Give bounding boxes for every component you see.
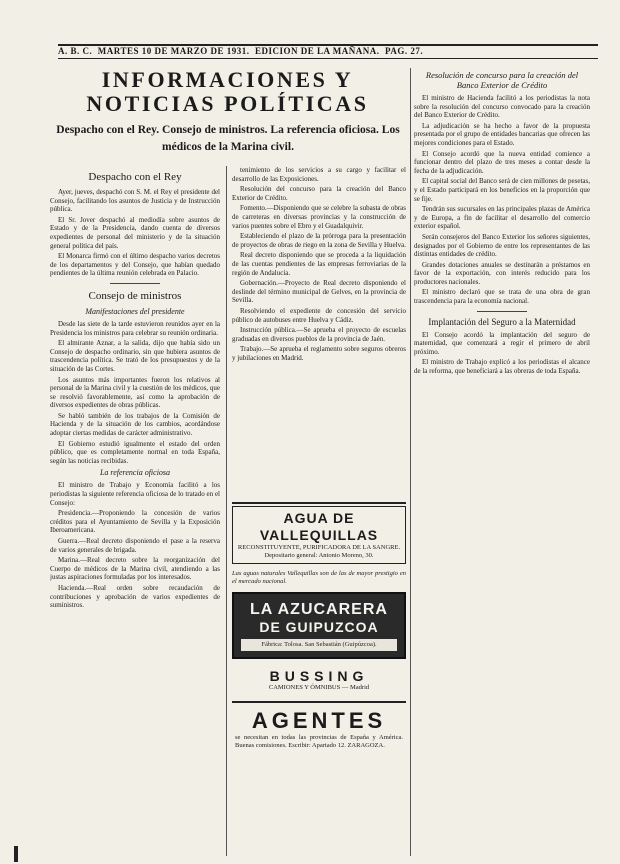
ad-text: se necesitan en todas las provincias de España y América. Buenas comisiones. Escribir: Apartado 12. ZARAGOZA. [235,734,403,749]
ad-azucarera [232,592,406,659]
divider [110,283,160,284]
ad-title: BUSSING [269,668,369,684]
paragraph: El Consejo acordó que la nueva entidad comience a funcionar dentro del plazo de tres meses a contar desde la fecha de la adjudicación. [414,149,590,175]
paragraph: Presidencia.—Proponiendo la concesión de varios créditos para el Ayuntamiento de Sevilla y la Exposición Iberoamericana. [50,509,220,535]
paragraph: Resolución del concurso para la creación del Banco Exterior de Crédito. [232,185,406,202]
masthead-page: PAG. 27. [384,46,424,56]
paragraph: Gobernación.—Proyecto de Real decreto disponiendo el deslinde del término municipal de Gelves, en la provincia de Sevilla. [232,279,406,305]
ad-note: Las aguas naturales Vallequillas son de las de mayor prestigio en el mercado nacional. [232,570,406,585]
paragraph: Desde las siete de la tarde estuvieron reunidos ayer en la Presidencia los ministros para celebrar su reunión ordinaria. [50,319,220,337]
ad-title: AGUA DE VALLEQUILLAS [259,510,379,543]
advertisements [232,500,406,856]
column-1 [50,166,220,856]
column-divider [410,68,411,856]
paragraph: Resolviendo el expediente de concesión del servicio público de autobuses entre Huelva y Cádiz. [232,306,406,324]
paragraph: Estableciendo el plazo de la prórroga para la presentación de proyectos de obras de riego en la zona de Sevilla y Huelva. [232,232,406,249]
column-2 [232,166,406,496]
paragraph: Marina.—Real decreto sobre la reorganización del Cuerpo de médicos de la Marina civil, atendiendo a las justas aspiraciones formuladas por los interesados. [50,556,220,582]
divider [477,311,527,312]
ad-text: CAMIONES Y ÓMNIBUS — Madrid [268,684,370,691]
paragraph: El capital social del Banco será de cien millones de pesetas, y el Estado participará en los beneficios en la proporción que se fije. [414,177,590,203]
paragraph: El Sr. Jover despachó al mediodía sobre asuntos de Estado y de la Presidencia, dando cuenta de diversos expedientes de personal del ministerio y de la situación general política del país. [50,215,220,250]
headline-subtitle: Despacho con el Rey. Consejo de ministros. La referencia oficiosa. Los médicos de la Marina civil. [56,124,400,153]
ad-agentes [232,705,406,753]
column-3 [414,68,590,856]
ad-title: AGENTES [251,708,387,733]
page-title: INFORMACIONES Y NOTICIAS POLÍTICAS [86,67,369,116]
paragraph: El ministro de Hacienda facilitó a los periodistas la nota sobre la resolución del concurso convocado para la creación del Banco Exterior de Crédito. [414,94,590,120]
paragraph: Grandes dotaciones anuales se destinarán a préstamos en favor de la exportación, con interés reducido para los productores nacionales. [414,260,590,286]
ad-subtitle: DE GUIPUZCOA [259,619,379,635]
section-subtitle: Manifestaciones del presidente [85,306,185,316]
section-subtitle: La referencia oficiosa [99,468,171,478]
ad-vallequillas [232,506,406,564]
ad-text: RECONSTITUYENTE, PURIFICADORA DE LA SANGRE. Depositario general: Antonio Moreno, 30. [237,544,401,559]
ad-text: Fábrica: Tolosa. San Sebastián (Guipúzcoa). [241,639,397,651]
divider [232,701,406,703]
paragraph: Los asuntos más importantes fueron los relativos al personal de la Marina civil y la cuestión de los médicos, que se resolvió favorablemente, así como la aprobación de diversos expedientes de obras públicas. [50,375,220,410]
column-divider [226,166,227,856]
paragraph: Guerra.—Real decreto disponiendo el pase a la reserva de varios generales de brigada. [50,537,220,554]
paragraph: El Monarca firmó con el último despacho varios decretos de los departamentos y del Consejo, que habían quedado pendientes de la última reunión celebrada en Palacio. [50,252,220,278]
paragraph: El ministro de Trabajo explicó a los periodistas el alcance de la reforma, que beneficiará a las obreras de toda España. [414,358,590,376]
masthead-edition: EDICION DE LA MAÑANA. [254,46,380,56]
paragraph: El ministro declaró que se trata de una obra de gran trascendencia para la economía nacional. [414,288,590,306]
paragraph: El almirante Aznar, a la salida, dijo que había sido un Consejo de despacho ordinario, sin que hubiera asuntos de trascendencia política. Se trató de los presupuestos y de la situación de las Cortes. [50,339,220,373]
paragraph: tenimiento de los servicios a su cargo y facilitar el desarrollo de las Exposiciones. [232,166,406,183]
paragraph: Ayer, jueves, despachó con S. M. el Rey el presidente del Consejo, facilitando los asuntos de Justicia y de Instrucción pública. [50,188,220,214]
paragraph: Instrucción pública.—Se aprueba el proyecto de escuelas graduadas en diversos pueblos de la provincia de Jaén. [232,326,406,343]
ad-title: LA AZUCARERA [250,601,388,618]
paragraph: El Consejo acordó la implantación del seguro de maternidad, que comenzará a regir el primero de abril próximo. [414,330,590,356]
margin-mark [14,846,18,862]
section-title: Implantación del Seguro a la Maternidad [428,316,576,327]
ad-bussing [232,665,406,695]
masthead-paper: A. B. C. [58,46,93,56]
paragraph: Tendrán sus sucursales en las principales plazas de América y de Europa, a fin de facilitar el desarrollo del comercio exterior español. [414,205,590,231]
section-title: Resolución de concurso para la creación del Banco Exterior de Crédito [425,70,579,90]
paragraph: Trabajo.—Se aprueba el reglamento sobre seguros obreros y jubilaciones en Madrid. [232,345,406,362]
paragraph: El ministro de Trabajo y Economía facilitó a los periodistas la siguiente referencia oficiosa de lo tratado en el Consejo: [50,481,220,507]
paragraph: Serán consejeros del Banco Exterior los señores siguientes, designados por el Gobierno de entre los representantes de las distintas entidades de crédito. [414,232,590,259]
masthead [58,44,598,59]
section-title: Consejo de ministros [88,289,182,302]
section-title: Despacho con el Rey [88,171,182,183]
divider [232,502,406,504]
paragraph: Fomento.—Disponiendo que se celebre la subasta de obras de carreteras en diversas provincias y la construcción de varios puentes sobre el Ebro y el Guadalquivir. [232,204,406,230]
paragraph: Real decreto disponiendo que se proceda a la liquidación de las cuentas pendientes de las empresas ferroviarias de la región de Andalucía. [232,251,406,277]
paragraph: La adjudicación se ha hecho a favor de la propuesta presentada por el grupo de entidades bancarias que ofrecen las mejores condiciones para el Estado. [414,121,590,147]
masthead-date: MARTES 10 DE MARZO DE 1931. [97,46,250,56]
paragraph: Se habló también de los trabajos de la Comisión de Hacienda y de la situación de los cambios, acordándose adoptar ciertas medidas de carácter administrativo. [50,411,220,438]
paragraph: Hacienda.—Real orden sobre recaudación de contribuciones y aprobación de varios expedientes de suministros. [50,583,220,610]
paragraph: El Gobierno estudió igualmente el estado del orden público, que es completamente normal en toda España, según las noticias recibidas. [50,439,220,465]
